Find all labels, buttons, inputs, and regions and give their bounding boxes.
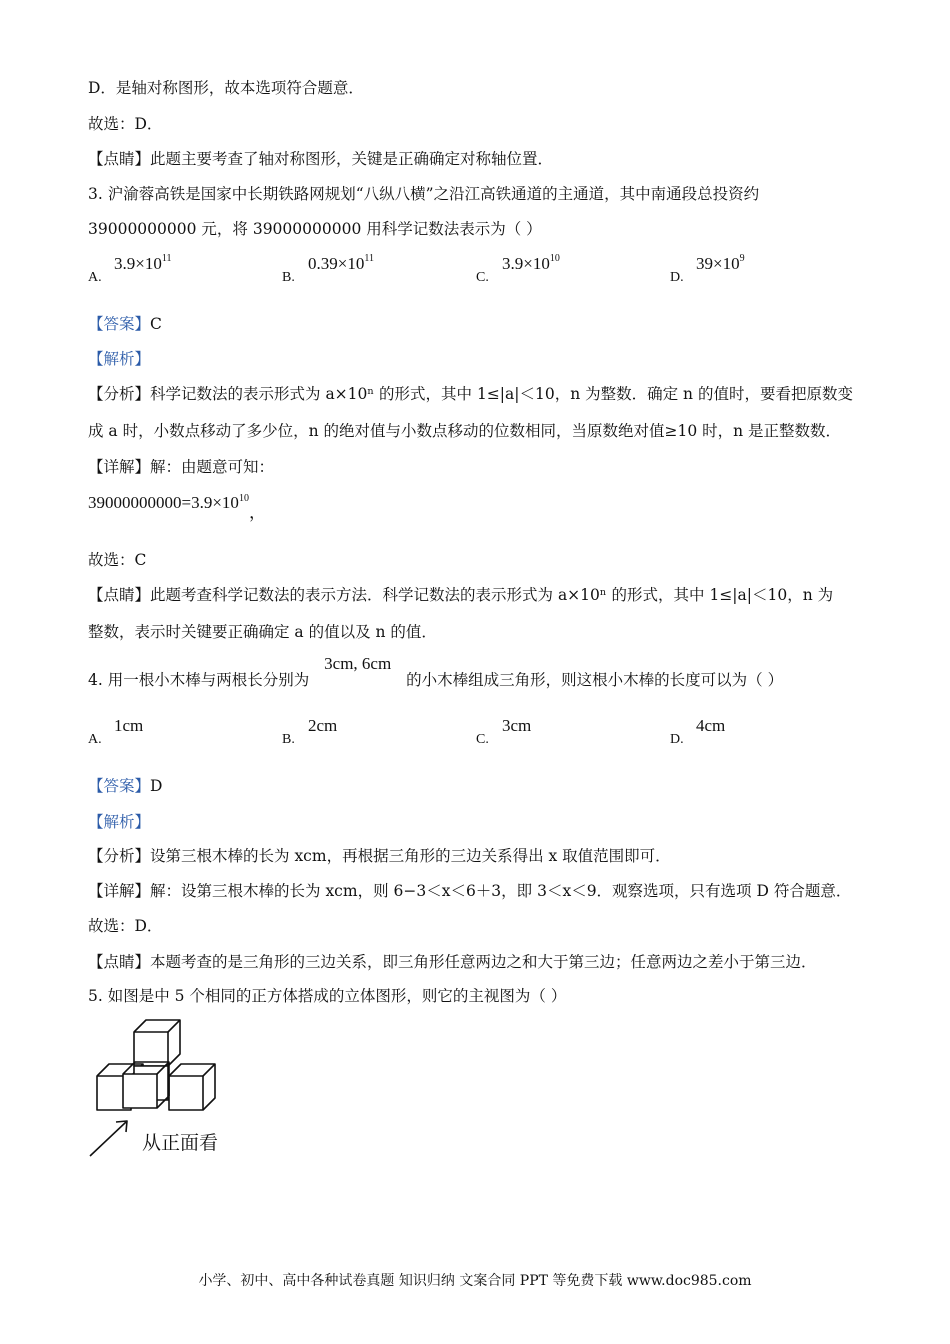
text-line: 故选：D． [88,115,163,133]
jiexi-tag: 【解析】 [88,813,151,831]
fenxi-line1 [88,384,853,404]
dianjing-line [88,952,817,972]
option-label: C. [476,270,489,285]
page-footer: 小学、初中、高中各种试卷真题 知识归纳 文案合同 PPT 等免费下载 www.doc985.com [198,1273,752,1289]
option-label: B. [282,270,295,285]
option-label: A. [88,732,102,747]
option-label: A. [88,270,102,285]
option-label: D. [670,270,684,285]
question-5-line: 5. 如图是中 5 个相同的正方体搭成的立体图形，则它的主视图为（ ） [88,987,567,1005]
text-line: D．是轴对称图形，故本选项符合题意． [88,79,364,97]
jiexi-tag: 【解析】 [88,350,151,368]
answer-value: C [150,315,162,333]
option-value: 2cm [308,716,338,735]
equation-line: $39000000000=3.9\times 10^{10}$， [88,493,266,522]
dianjing-line2: 整数，表示时关键要正确确定 a 的值以及 n 的值． [88,623,437,641]
option-value: 4cm [696,716,726,735]
dianjing-tag: 【点睛】 [88,953,151,971]
xiangjie-text: 解：由题意可知： [150,458,275,476]
answer-line [88,314,162,334]
guxuan-line: 故选：C [88,551,147,569]
option-value: $3.9\times 10^{11}$ [114,253,172,273]
guxuan-line: 故选：D． [88,917,163,935]
dianjing-line1 [88,585,833,605]
option-value: $3.9\times 10^{10}$ [502,253,560,273]
answer-line [88,776,162,796]
cube-top [134,1020,180,1066]
dianjing-text: 此题主要考查了轴对称图形，关键是正确确定对称轴位置． [150,150,554,168]
cube-right [169,1064,215,1110]
option-label: B. [282,732,295,747]
question-3-line1: 3. 沪渝蓉高铁是国家中长期铁路网规划“八纵八横”之沿江高铁通道的主通道，其中南通段总投资约 [88,185,760,203]
answer-value: D [150,777,163,795]
option-value: $39\times 10^9$ [696,253,745,273]
answer-tag: 【答案】 [88,777,151,795]
fenxi-text: 科学记数法的表示形式为 a×10ⁿ 的形式，其中 1≤|a|＜10，n 为整数．确定 n 的值时，要看把原数变 [150,385,853,403]
answer-tag: 【答案】 [88,315,151,333]
option-value: 3cm [502,716,532,735]
question-4-line: 4. 用一根小木棒与两根长分别为 3cm, 6cm 的小木棒组成三角形，则这根小木棒的长度可以为（ ） [88,654,784,689]
dianjing-tag: 【点睛】 [88,586,151,604]
dianjing-text: 本题考查的是三角形的三边关系，即三角形任意两边之和大于第三边；任意两边之差小于第三边． [150,953,817,971]
figure-caption: 从正面看 [142,1132,219,1154]
xiangjie-tag: 【详解】 [88,882,151,900]
fenxi-tag: 【分析】 [88,847,151,865]
xiangjie-line [88,881,851,901]
option-label: C. [476,732,489,747]
xiangjie-line [88,457,274,477]
q4-lengths: 3cm, 6cm [324,654,392,673]
fenxi-line2: 成 a 时，小数点移动了多少位，n 的绝对值与小数点移动的位数相同，当原数绝对值≥10 时，n 是正整数数． [88,422,842,440]
option-label: D. [670,732,684,747]
dianjing-tag: 【点睛】 [88,150,151,168]
dianjing-text: 此题考查科学记数法的表示方法．科学记数法的表示形式为 a×10ⁿ 的形式，其中 1≤|a|＜10，n 为 [150,586,834,604]
question-3-line2: 39000000000 元，将 39000000000 用科学记数法表示为（ ） [88,220,542,238]
view-arrow-icon [90,1121,127,1156]
fenxi-tag: 【分析】 [88,385,151,403]
xiangjie-text: 解：设第三根木棒的长为 xcm，则 6−3＜x＜6＋3，即 3＜x＜9．观察选项，只有选项 D 符合题意． [150,882,852,900]
dianjing-line [88,149,553,169]
fenxi-text: 设第三根木棒的长为 xcm，再根据三角形的三边关系得出 x 取值范围即可． [150,847,671,865]
option-value: 1cm [114,716,144,735]
option-value: $0.39\times 10^{11}$ [308,253,374,273]
xiangjie-tag: 【详解】 [88,458,151,476]
fenxi-line [88,846,671,866]
